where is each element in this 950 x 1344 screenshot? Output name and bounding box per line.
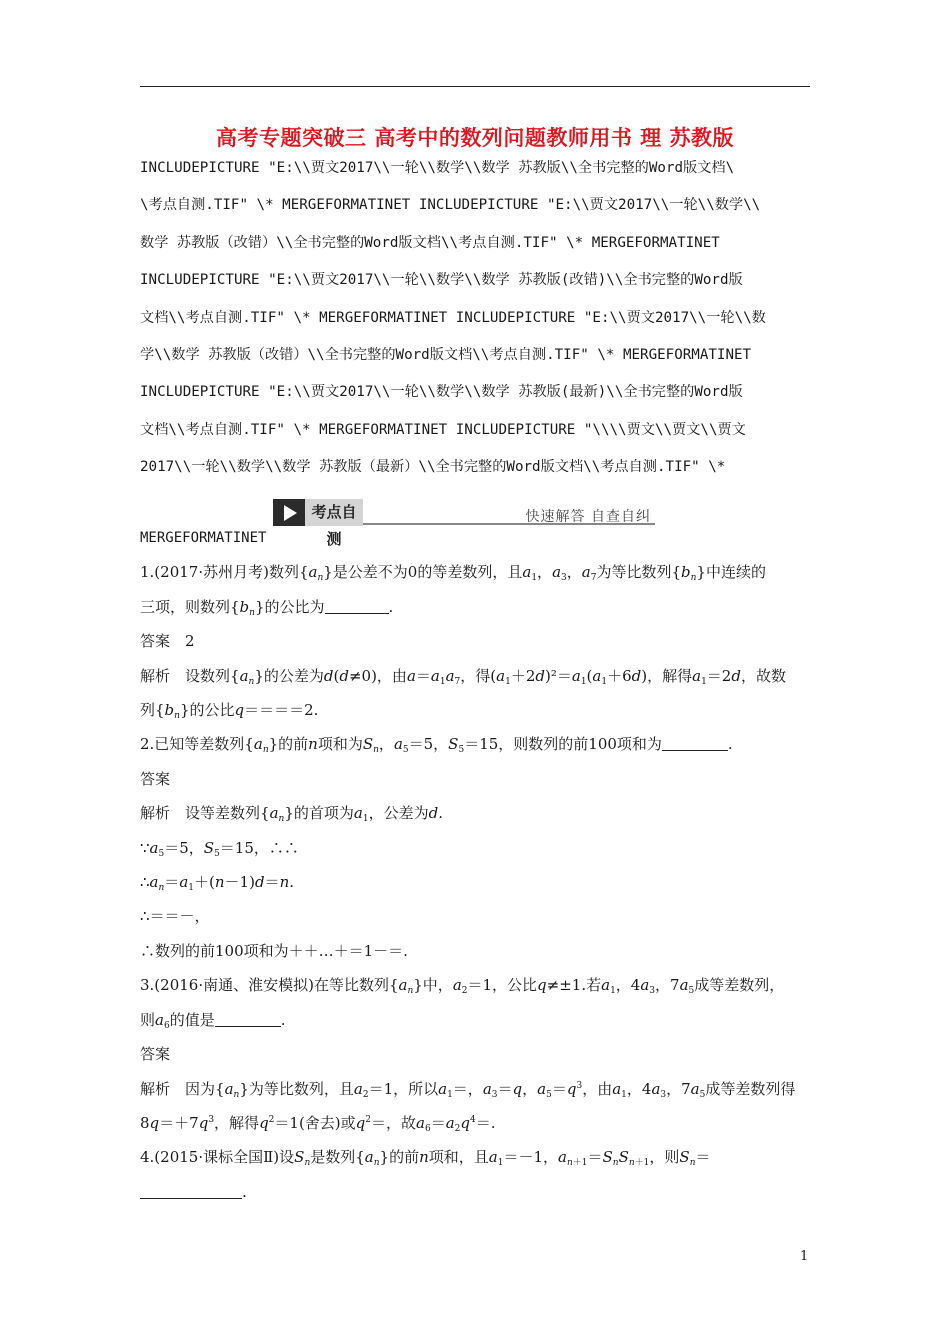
header-rule (140, 86, 810, 87)
field-code-line: 学\\数学 苏教版（改错）\\全书完整的Word版文档\\考点自测.TIF" \* MERGEFORMATINET (140, 347, 752, 364)
solution-2-line-5: ∴数列的前100项和为＋＋…＋＝1－＝. (140, 941, 408, 960)
question-3: 3.(2016·南通、淮安模拟)在等比数列$\{a_n\}$中，$a_2=1$，公比q≠±1.若$a_1$，$4a_3$，$7a_5$成等差数列， (140, 976, 785, 997)
solution-1: 解析 设数列$\{a_n\}$的公差为d(d≠0)，由$a=a_1a_7$，得$(a_1+2d)^2=a_1(a_1+6d)$，解得$a_1=2d$，故数 (140, 666, 786, 687)
banner-label: 考点自测 (305, 499, 363, 526)
answer-blank (325, 599, 389, 614)
answer-blank (662, 736, 728, 751)
question-1: 1.(2017·苏州月考)数列$\{a_n\}$是公差不为0的等差数列，且$a_1$，$a_3$，$a_7$为等比数列$\{b_n\}$中连续的 (140, 563, 766, 584)
answer-2: 答案 (140, 769, 171, 788)
answer-3: 答案 (140, 1045, 171, 1064)
answer-blank (215, 1012, 281, 1027)
banner-subtitle: 快速解答 自查自纠 (525, 509, 651, 525)
field-code-line: 数学 苏教版（改错）\\全书完整的Word版文档\\考点自测.TIF" \* MERGEFORMATINET (140, 234, 720, 251)
solution-3-line-2: $8q=+7q^3$，解得$q^2=1$(舍去)或$q^2=$，故$a_6=a_2q^4=$. (140, 1113, 496, 1134)
field-code-line: INCLUDEPICTURE "E:\\贾文2017\\一轮\\数学\\数学 苏教版(最新)\\全书完整的Word版 (140, 384, 743, 401)
field-code-block (140, 150, 812, 487)
field-code-line: 2017\\一轮\\数学\\数学 苏教版（最新）\\全书完整的Word版文档\\考点自测.TIF" \* (140, 459, 726, 476)
field-code-line: INCLUDEPICTURE "E:\\贾文2017\\一轮\\数学\\数学 苏教版\\全书完整的Word版文档\ (140, 160, 735, 176)
document-title: 高考专题突破三 高考中的数列问题教师用书 理 苏教版 (216, 126, 734, 150)
solution-2: 解析 设等差数列$\{a_n\}$的首项为$a_1$，公差为d. (140, 804, 443, 825)
question-4: 4.(2015·课标全国Ⅱ)设$S_n$是数列$\{a_n\}$的前n项和，且$a_1=-1$，$a_{n+1}=S_nS_{n+1}$，则$S_n=$ (140, 1148, 711, 1169)
question-4-line-2: . (140, 1175, 812, 1209)
field-code-line: INCLUDEPICTURE "E:\\贾文2017\\一轮\\数学\\数学 苏教版(改错)\\全书完整的Word版 (140, 272, 743, 289)
solution-2-line-3: $\therefore a_n=a_1+(n-1)d=n$. (140, 873, 295, 894)
question-1-line-2: 三项，则数列$\{b_n\}$的公比为 . (140, 597, 394, 618)
question-2: 2.已知等差数列$\{a_n\}$的前n项和为$S_n$，$a_5=5$，$S_5=15$，则数列的前100项和为 . (140, 735, 733, 756)
merge-tail: MERGEFORMATINET (140, 530, 267, 546)
document-body (140, 521, 812, 1209)
solution-1-line-2: 列$\{b_n\}$的公比q＝＝＝＝2. (140, 701, 319, 722)
answer-blank (140, 1184, 242, 1199)
question-3-line-2: 则$a_6$的值是 . (140, 1010, 286, 1031)
answer-1: 答案 2 (140, 632, 195, 651)
page-number: 1 (800, 1249, 809, 1264)
field-code-line: 文档\\考点自测.TIF" \* MERGEFORMATINET INCLUDEPICTURE "\\\\贾文\\贾文\\贾文 (140, 421, 746, 438)
solution-2-line-2: $\because a_5=5$，$S_5=15$，∴∴ (140, 838, 299, 859)
field-code-line: 文档\\考点自测.TIF" \* MERGEFORMATINET INCLUDEPICTURE "E:\\贾文2017\\一轮\\数 (140, 309, 766, 326)
solution-3: 解析 因为$\{a_n\}$为等比数列，且$a_2=1$，所以$a_1=$，$a_3=q$，$a_5=q^3$，由$a_1$，$4a_3$，$7a_5$成等差数列得 (140, 1079, 796, 1100)
field-code-line: \考点自测.TIF" \* MERGEFORMATINET INCLUDEPICTURE "E:\\贾文2017\\一轮\\数学\\ (140, 197, 761, 214)
solution-2-line-4: ∴＝＝－， (140, 907, 210, 926)
